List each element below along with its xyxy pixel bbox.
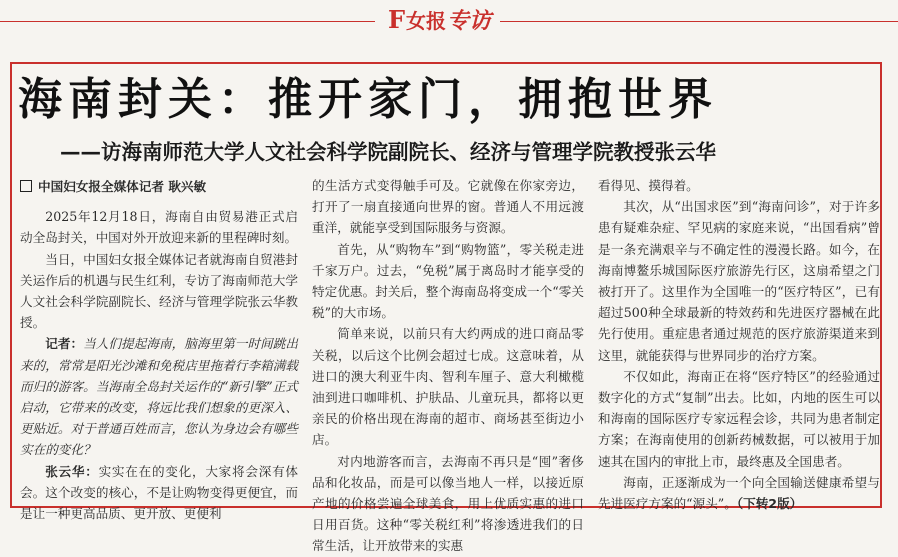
paragraph: 当日，中国妇女报全媒体记者就海南自贸港封关运作后的机遇与民生红利，专访了海南师范大学人文社会科学院副院长、经济与管理学院张云华教授。 <box>20 251 298 331</box>
article-column-1 <box>20 176 299 522</box>
question-paragraph <box>20 333 298 460</box>
badge-brand: 女报 <box>406 9 447 33</box>
question-text: 当人们提起海南，脑海里第一时间跳出来的，常常是阳光沙滩和免税店里拖着行李箱满载而归的游客。当海南全岛封关运作的“新引擎”正式启动，它带来的改变，将远比我们想象的更深入、更贴近。对于普通百姓而言，您认为身边会有哪些实在的变化？ <box>20 336 299 458</box>
paragraph: 2025年12月18日，海南自由贸易港正式启动全岛封关，中国对外开放迎来新的里程碑时刻。 <box>20 209 298 246</box>
byline <box>20 176 298 197</box>
paragraph: 的生活方式变得触手可及。它就像在你家旁边，打开了一扇直接通向世界的窗。普通人不用远渡重洋，就能享受到国际服务与资源。 <box>312 178 584 236</box>
paragraph: 不仅如此，海南正在将“医疗特区”的经验通过数字化的方式“复制”出去。比如，内地的医生可以和海南的国际医疗专家远程会诊，共同为患者制定方案；在海南使用的创新药械数据，可以被用于加速其在国内的审批上市，最终惠及全国患者。 <box>598 368 880 469</box>
question-label: 记者： <box>45 336 84 352</box>
masthead-rule-left <box>0 21 375 22</box>
answer-text: 实实在在的变化，大家将会深有体会。这个改变的核心，不是让购物变得更便宜，而是让一种更高品质、更开放、更便利 <box>20 463 299 522</box>
paragraph <box>598 472 880 514</box>
headline: 海南封关：推开家门，拥抱世界 <box>18 74 718 125</box>
square-icon <box>20 180 32 192</box>
paragraph-text: 海南，正逐渐成为一个向全国输送健康希望与先进医疗方案的“源头”。 <box>598 474 880 512</box>
masthead <box>0 4 898 34</box>
paragraph: 简单来说，以前只有大约两成的进口商品零关税，以后这个比例会超过七成。这意味着，从进口的澳大利亚牛肉、智利车厘子、意大利橄榄油到进口咖啡机、护肤品、儿童玩具，都将以更亲民的价格出现在海南的超市、商场甚至街边小店。 <box>312 326 584 448</box>
masthead-rule-right <box>500 21 898 22</box>
continued-note: （下转2版） <box>736 496 803 512</box>
paragraph: 首先，从“购物车”到“购物篮”，零关税走进千家万户。过去，“免税”属于离岛时才能享受的特定优惠。封关后，整个海南岛将变成一个“零关税”的大市场。 <box>312 241 584 321</box>
subhead: ——访海南师范大学人文社会科学院副院长、经济与管理学院教授张云华 <box>60 140 716 164</box>
byline-text: 中国妇女报全媒体记者 耿兴敏 <box>38 179 207 194</box>
answer-paragraph <box>20 461 298 525</box>
article-column-2 <box>312 175 584 554</box>
section-badge <box>388 4 491 34</box>
badge-tag: 专访 <box>447 8 492 34</box>
paragraph: 看得见、摸得着。 <box>598 178 699 193</box>
article-column-3 <box>598 175 880 512</box>
badge-letter: F <box>388 5 406 34</box>
answer-label: 张云华： <box>45 463 99 479</box>
paragraph: 对内地游客而言，去海南不再只是“囤”奢侈品和化妆品，而是可以像当地人一样，以接近原产地的价格尝遍全球美食，用上优质实惠的进口日用百货。这种“零关税红利”将渗透进我们的日常生活，让开放带来的实惠 <box>312 453 584 554</box>
paragraph: 其次，从“出国求医”到“海南问诊”，对于许多患有疑难杂症、罕见病的家庭来说，“出国看病”曾是一条充满艰辛与不确定性的漫漫长路。如今，在海南博鳌乐城国际医疗旅游先行区，这扇希望之门被打开了。这里作为全国唯一的“医疗特区”，已有超过500种全球最新的特效药和先进医疗器械在此先行使用。重症患者通过规范的医疗旅游渠道来到这里，就能获得与世界同步的治疗方案。 <box>598 199 880 363</box>
